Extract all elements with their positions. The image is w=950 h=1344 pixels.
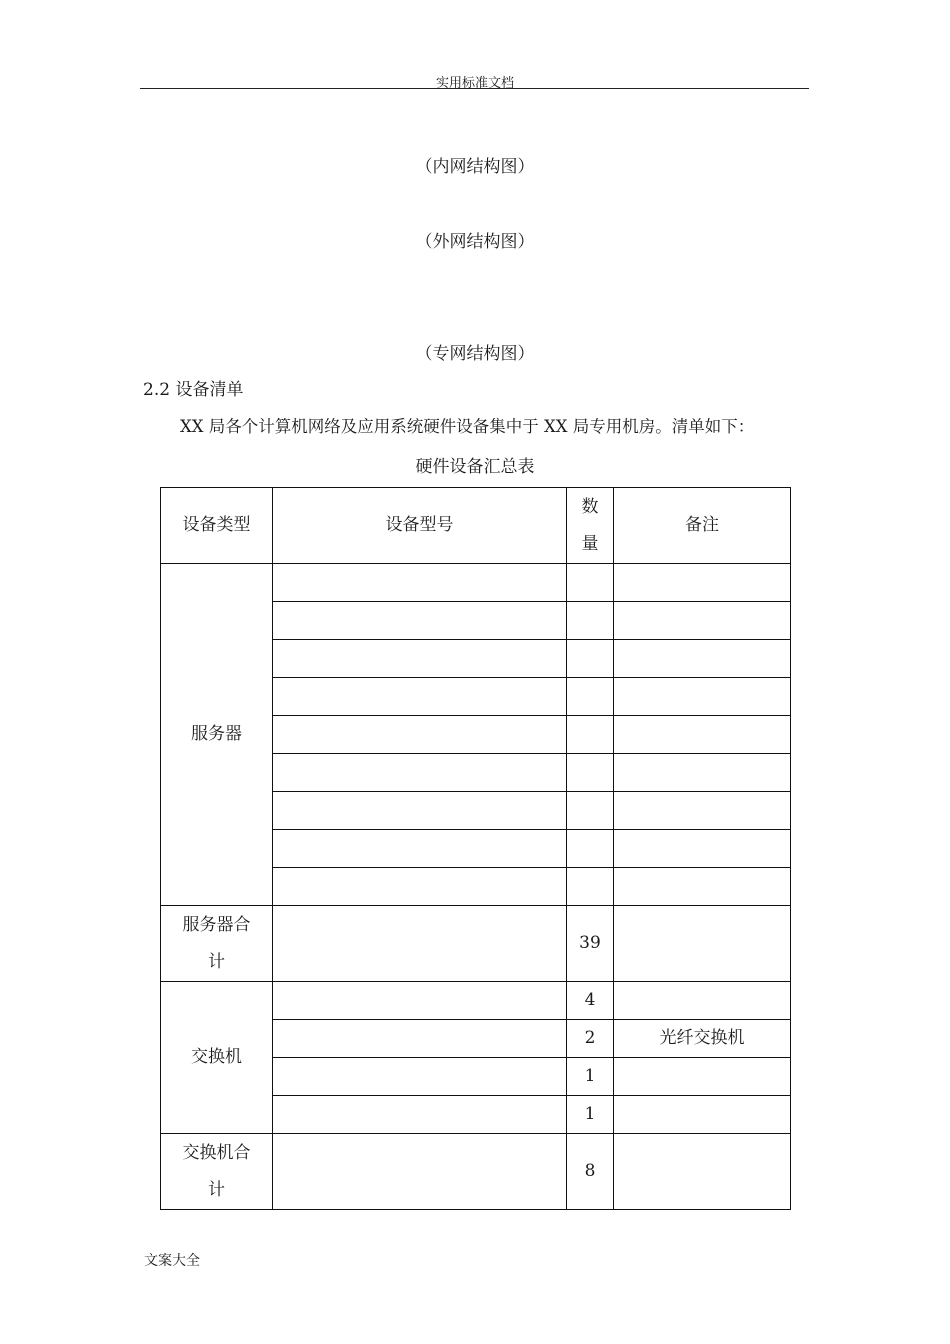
cell-remark: 光纤交换机 — [614, 1020, 791, 1058]
figure-caption-intranet: （内网结构图） — [415, 157, 535, 177]
cell-qty — [567, 868, 614, 906]
section-heading: 2.2 设备清单 — [143, 380, 244, 400]
cell-model — [273, 602, 567, 640]
cell-model — [273, 1096, 567, 1134]
cell-model — [273, 792, 567, 830]
cell-model — [273, 1020, 567, 1058]
server-subtotal-row — [161, 906, 791, 982]
cell-remark — [614, 716, 791, 754]
cell-remark — [614, 906, 791, 982]
server-group-label: 服务器 — [161, 564, 273, 906]
cell-qty — [567, 602, 614, 640]
header-device-type: 设备类型 — [161, 488, 273, 564]
switch-subtotal-label-line2: 计 — [208, 1179, 225, 1200]
cell-qty: 4 — [567, 982, 614, 1020]
cell-model — [273, 868, 567, 906]
cell-qty — [567, 564, 614, 602]
cell-remark — [614, 792, 791, 830]
table-title: 硬件设备汇总表 — [415, 457, 535, 477]
server-subtotal-qty: 39 — [567, 906, 614, 982]
cell-qty: 2 — [567, 1020, 614, 1058]
header-quantity — [567, 488, 614, 564]
cell-remark — [614, 602, 791, 640]
server-subtotal-label-line2: 计 — [208, 951, 225, 972]
section-intro-paragraph: XX 局各个计算机网络及应用系统硬件设备集中于 XX 局专用机房。清单如下： — [180, 417, 755, 436]
cell-remark — [614, 678, 791, 716]
cell-qty — [567, 754, 614, 792]
cell-model — [273, 906, 567, 982]
header-remark: 备注 — [614, 488, 791, 564]
switch-subtotal-label-line1: 交换机合 — [182, 1142, 251, 1163]
cell-model — [273, 982, 567, 1020]
cell-remark — [614, 640, 791, 678]
cell-qty — [567, 792, 614, 830]
header-quantity-line2: 量 — [581, 533, 599, 554]
page-header-title: 实用标准文档 — [435, 76, 514, 91]
header-divider — [140, 88, 809, 89]
cell-qty — [567, 716, 614, 754]
cell-model — [273, 1058, 567, 1096]
hardware-summary-table — [160, 487, 791, 1210]
switch-group-label: 交换机 — [161, 982, 273, 1134]
figure-caption-extranet: （外网结构图） — [415, 232, 535, 252]
page-footer-text: 文案大全 — [144, 1253, 200, 1269]
cell-remark — [614, 754, 791, 792]
table-row — [161, 982, 791, 1020]
cell-remark — [614, 830, 791, 868]
cell-model — [273, 640, 567, 678]
switch-subtotal-row — [161, 1134, 791, 1210]
table-row — [161, 564, 791, 602]
cell-model — [273, 716, 567, 754]
cell-remark — [614, 1134, 791, 1210]
figure-caption-private-network: （专网结构图） — [415, 344, 535, 364]
cell-model — [273, 564, 567, 602]
cell-model — [273, 678, 567, 716]
table-header-row — [161, 488, 791, 564]
cell-qty: 1 — [567, 1096, 614, 1134]
switch-subtotal-label — [161, 1134, 273, 1210]
cell-remark — [614, 982, 791, 1020]
server-subtotal-label — [161, 906, 273, 982]
cell-model — [273, 830, 567, 868]
cell-model — [273, 1134, 567, 1210]
cell-model — [273, 754, 567, 792]
cell-qty — [567, 640, 614, 678]
cell-remark — [614, 564, 791, 602]
cell-qty — [567, 678, 614, 716]
server-subtotal-label-line1: 服务器合 — [182, 914, 251, 935]
cell-remark — [614, 1096, 791, 1134]
switch-subtotal-qty: 8 — [567, 1134, 614, 1210]
cell-qty — [567, 830, 614, 868]
cell-remark — [614, 868, 791, 906]
header-device-model: 设备型号 — [273, 488, 567, 564]
cell-qty: 1 — [567, 1058, 614, 1096]
header-quantity-line1: 数 — [581, 496, 599, 517]
cell-remark — [614, 1058, 791, 1096]
